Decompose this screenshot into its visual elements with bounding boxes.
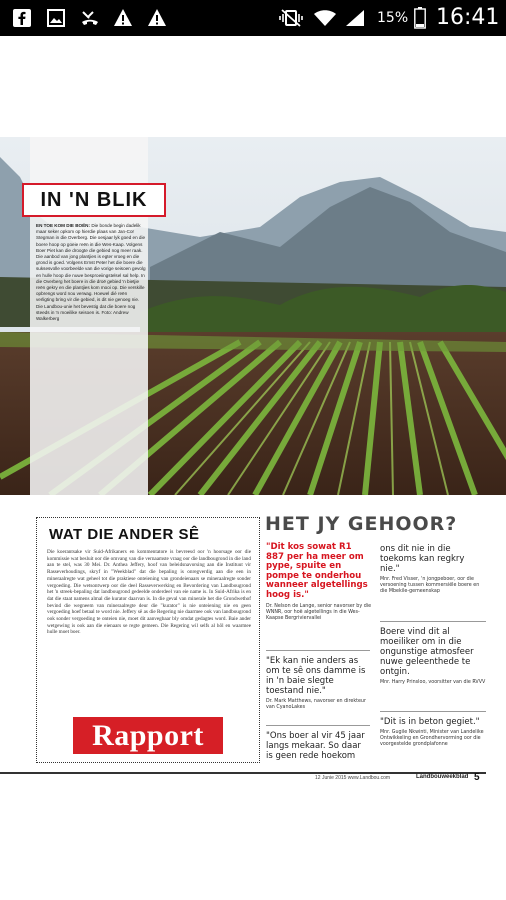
wat-die-ander-se-title: WAT DIE ANDER SÊ: [49, 526, 200, 543]
rapport-logo: [73, 717, 223, 754]
magazine-page: [0, 137, 506, 787]
quote-block: [380, 717, 486, 748]
status-bar: [0, 0, 506, 36]
gallery-icon[interactable]: [46, 8, 66, 28]
rapport-logo-text: Rapport: [92, 718, 204, 752]
in-n-blik-heading: EN TOE KOM DIE BOËN:: [36, 223, 91, 228]
divider: [380, 711, 486, 712]
warning-icon[interactable]: [113, 8, 133, 28]
quote-source: Mnr. Gugile Nkwinti, Minister van Landelike Ontwikkeling en Grondhervorming oor die voorgestelde grondplafonne: [380, 730, 484, 747]
footer-brand: Landbouweekblad: [416, 774, 469, 780]
in-n-blik-title-box: [22, 183, 166, 217]
divider: [266, 650, 370, 651]
quote-block: [380, 627, 486, 686]
wat-die-ander-se-body: Die koerantsake vir Suid-Afrikaners en kommentatore is bevreesd oor 'n hoorsage oor die kommissie wat besluit oor die omvang van die vernaamste vraag oor die landbougrond in die land aan te stel, was 30 Mei. Dr. Anthea Jeffery, hoof van beleidsnavorsing aan die Instituut vir Rasseverhoudings, skryf in "Weekblad" dat die bepaling is onregverdig aan die een in mineraalregte wat geheel tot die praktiese onteiening van grondeienaars se mineraalregte sonder vergoeding. Die wetsontwerp oor die deel Rasseverwerking en Bevordering van Landbougrond het 'n streek-bepaling dat landbougrond gedeelde onderdeel van eie name is. In Suid-Afrika is en dat die staat namens almal die kurator daarvan is. In die geval van minerale het die Grondwethof bevind die wegneem van mineraalregte deur die "kurator" is nie onteiening nie en geen vergoeding hoef betaal te word nie. Jeffery sê as die Regering nie daarmee ook van landbougrond ook sonder vergoeding te onteien nie, moet dit aanvegbaar bly omdat gedagtes word. Baie ander wetgewing is ook aan die eienaars se regte gemeen. Die Regering wil selfs al hôl en waarmee hulle moet boer.: [47, 549, 251, 636]
het-jy-gehoor-title: HET JY GEHOOR?: [265, 513, 458, 535]
warning-icon[interactable]: [147, 8, 167, 28]
quote-source: Dr. Mark Matthews, navorser en direkteur van CyanoLakes: [266, 699, 366, 710]
quote-text: "Ek kan nie anders as om te sê ons damme is in 'n baie slegte toestand nie.": [266, 656, 366, 696]
quote-text: "Ons boer al vir 45 jaar langs mekaar. So daar is geen rede hoekom: [266, 731, 365, 761]
in-n-blik-title: IN 'N BLIK: [40, 188, 148, 211]
quote-block: [266, 656, 370, 711]
quote-source: Mnr. Harry Prinsloo, voorsitter van die RVVV: [380, 680, 486, 685]
quote-text: "Dit is in beton gegiet.": [380, 717, 480, 727]
quote-text: ons dit nie in die toekoms kan regkry nie.": [380, 544, 465, 574]
quote-block: [266, 731, 370, 761]
signal-icon: [344, 8, 366, 28]
page-footer: [0, 772, 506, 786]
facebook-icon[interactable]: [12, 8, 32, 28]
footer-rule: [0, 772, 486, 774]
quote-block: [266, 543, 372, 622]
footer-date: 12 Junie 2015 www.Landbou.com: [315, 775, 391, 781]
quote-text: Boere vind dit al moeiliker om in die ongunstige atmosfeer nuwe geleenthede te ontgin.: [380, 627, 474, 677]
clock: 16:41: [436, 5, 500, 30]
page-number: 5: [474, 772, 480, 783]
wifi-icon: [313, 8, 337, 28]
quote-source: Mnr. Fred Visser, 'n jongpeboer, oor die versoening tussen kommersiële boere en die Mbekile-gemeenskap: [380, 577, 480, 594]
quote-text: "Dit kos sowat R1 887 per ha meer om pype, spuite en pompe te onderhou wanneer algetellings hoog is.": [266, 542, 368, 600]
divider: [380, 621, 486, 622]
in-n-blik-body: [36, 223, 146, 493]
quote-source: Dr. Nelson de Lange, senior navorser by die WNNR, oor hoë algetellings in die Wes-Kaapse Bergriviervallei: [266, 603, 372, 621]
missed-call-icon[interactable]: [80, 8, 100, 28]
vibrate-icon: [278, 8, 304, 28]
quote-block: [380, 544, 486, 595]
divider: [266, 725, 370, 726]
in-n-blik-text: Die bonde begin dadelik maar seker opkom op hierdie plaas van Jan-Cor Stegman in die Overberg. Die oesjaar lyk goed en die boere hoop op goeie reën in die Wes-Kaap. Volgens Boer Piet kan die droogte die gebied nog meer raak. Die aanbod van jong plantjies is egter vroeg en die grond is goed. Volgens Ernst Peter het die boere die suksesvolle voorbeelde van die vorige seisoen gevolg en hulle hoop die nuwe besproeiingstelsel sal help. In die Overberg het boere in die droë gebied 'n bietjie reën gekry en die plantjies kom mooi op. Die verskille opbrengs word nou verwag. Hoewel dié reën verligting bring vir die gebied, is dit nie genoeg nie. Die Landbou-unie het bevestig dat die boere nog steeds in 'n moeilike seisoen is. Foto: Andrew Walkerberg: [36, 223, 146, 322]
battery-icon: [414, 7, 426, 29]
wat-die-ander-se-box: [36, 517, 260, 763]
battery-percent: 15%: [377, 10, 409, 26]
